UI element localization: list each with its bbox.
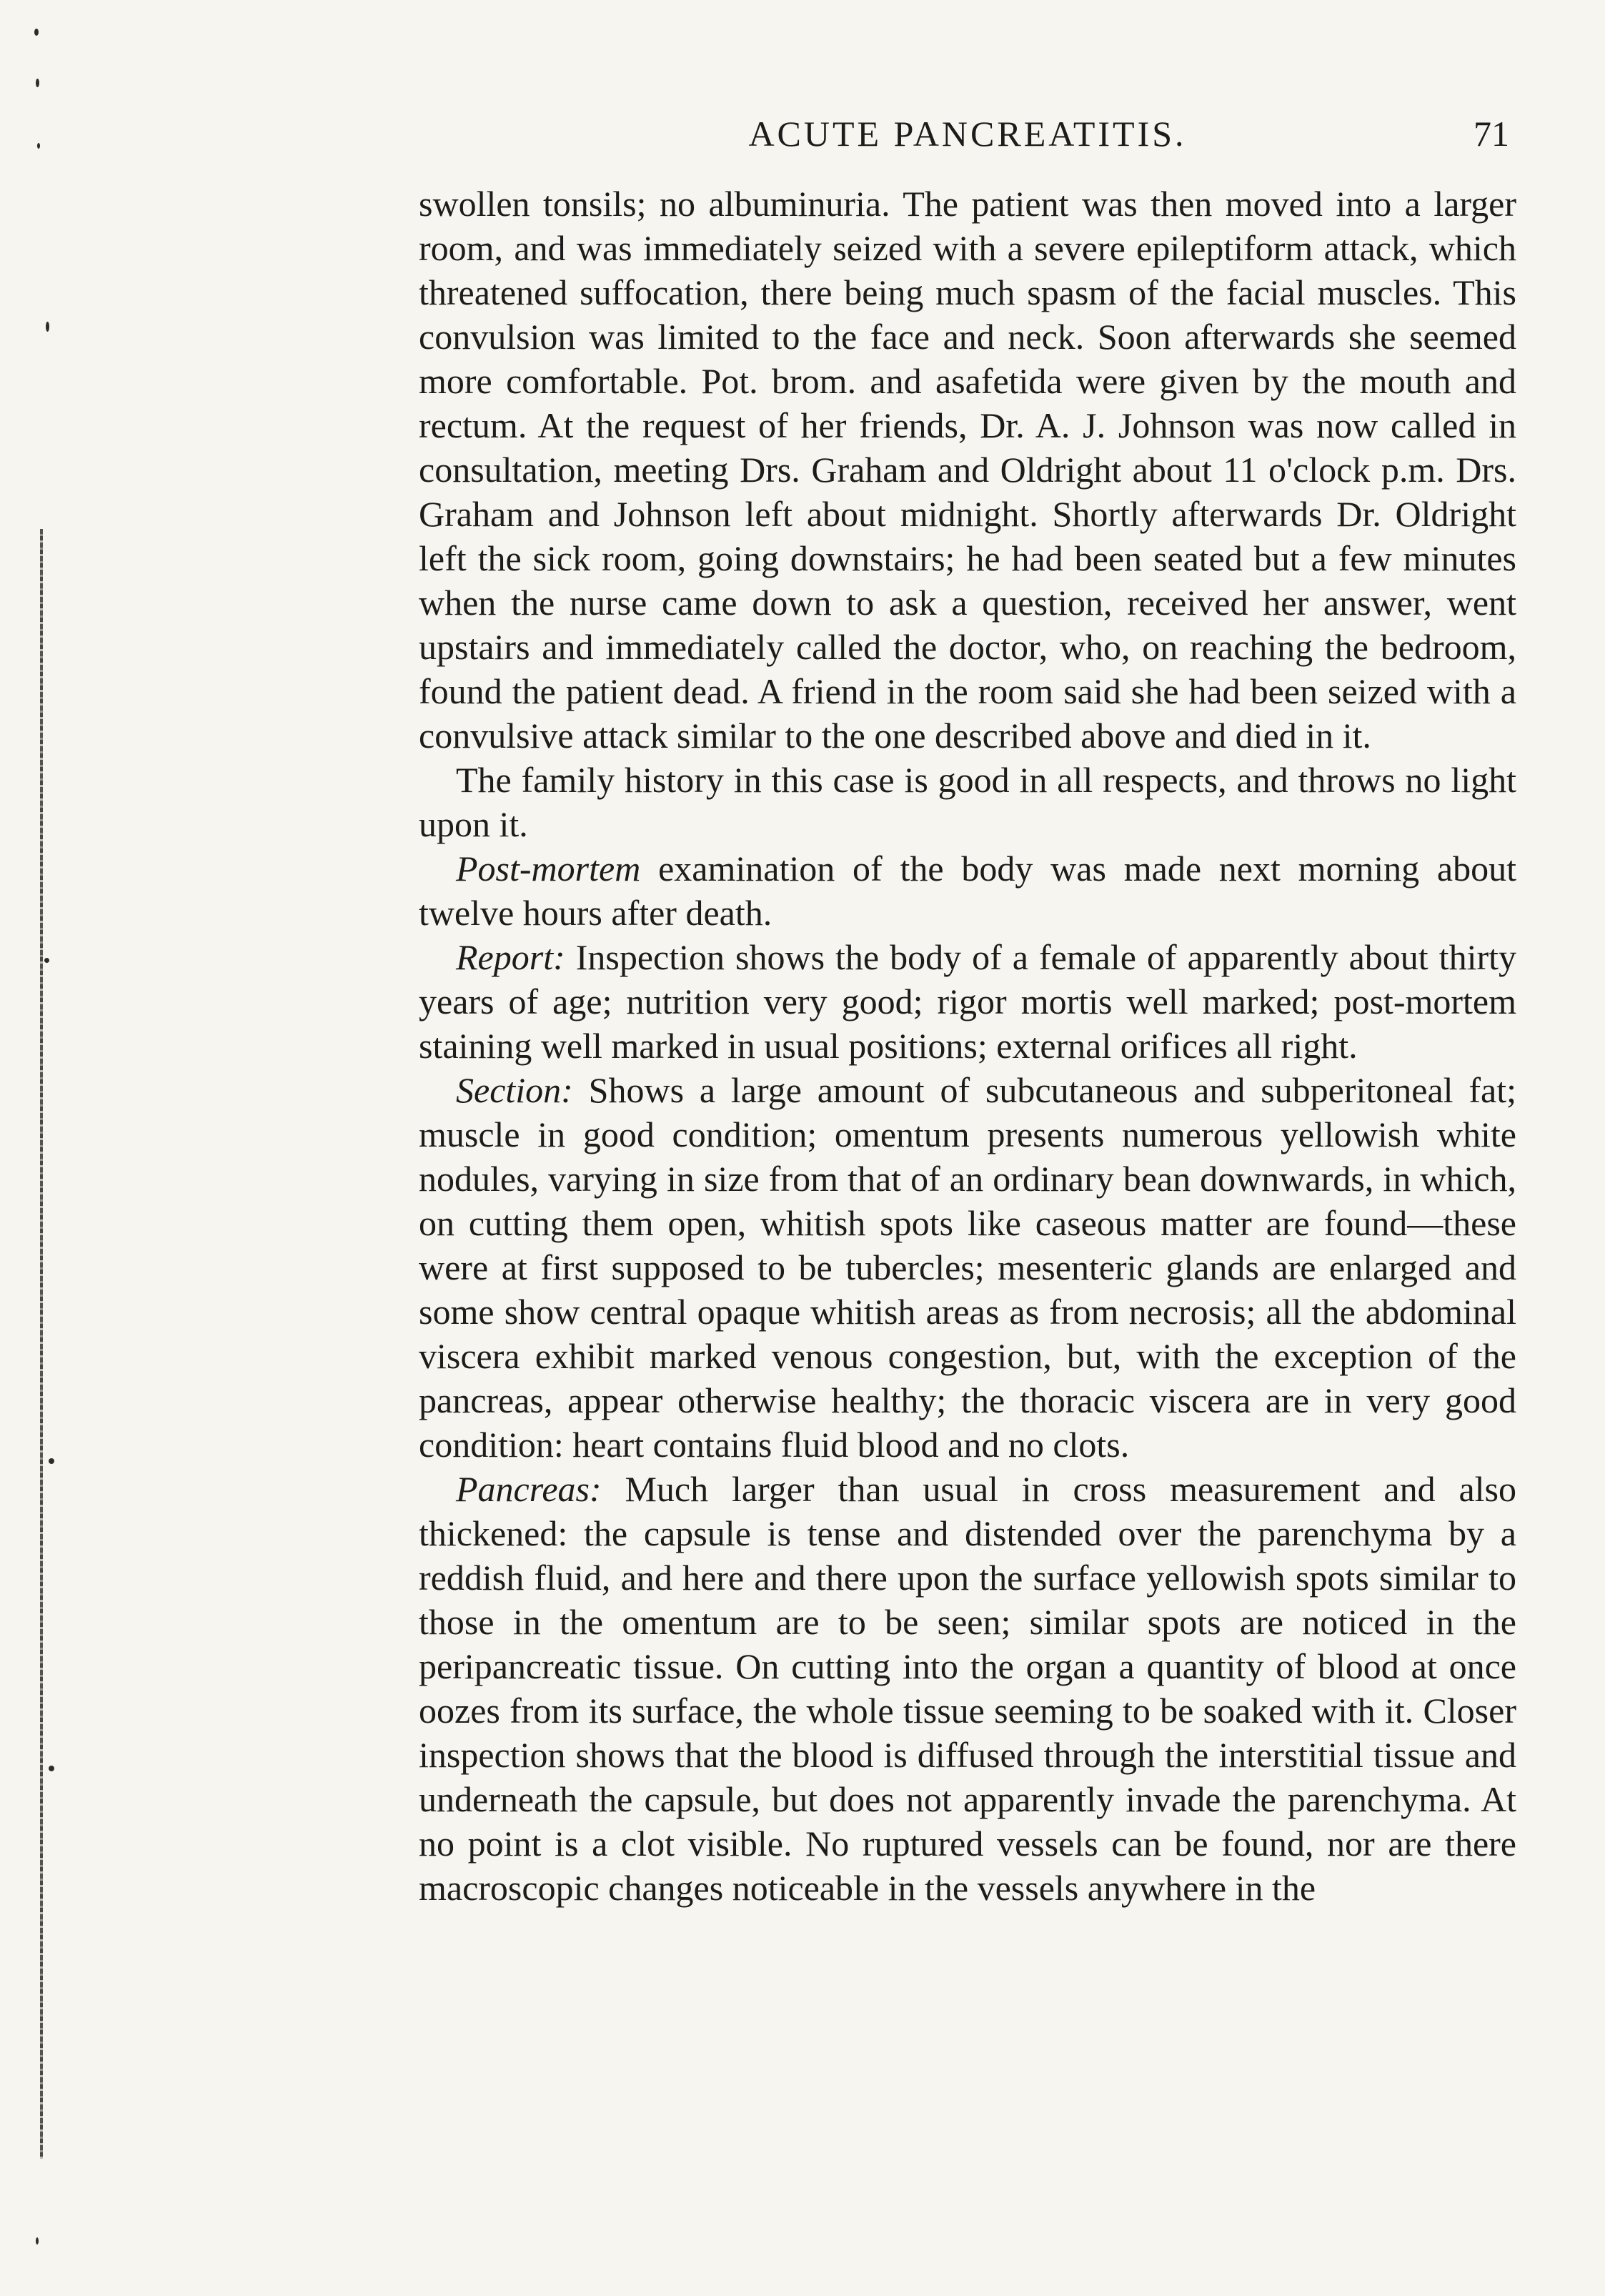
- page-number: 71: [1474, 114, 1509, 154]
- binding-shadow: [40, 529, 43, 2159]
- paragraph-case-continued: [419, 182, 1516, 758]
- paragraph-pancreas: [419, 1467, 1516, 1910]
- body-text: [419, 182, 1516, 1910]
- paragraph-text: swollen tonsils; no albuminuria. The patient was then moved into a larger room, and was immediately seized with a severe epileptiform attack, which threatened suffocation, there being much spasm of the facial muscles. This convulsion was limited to the face and neck. Soon afterwards she seemed more comfortable. Pot. brom. and asafetida were given by the mouth and rectum. At the request of her friends, Dr. A. J. Johnson was now called in consultation, meeting Drs. Graham and Oldright about 11 o'clock p.m. Drs. Graham and Johnson left about midnight. Shortly afterwards Dr. Oldright left the sick room, going downstairs; he had been seated but a few minutes when the nurse came down to ask a question, received her answer, went upstairs and immediately called the doctor, who, on reaching the bedroom, found the patient dead. A friend in the room said she had been seized with a convulsive attack similar to the one described above and died in it.: [419, 184, 1516, 756]
- gutter-mark: [49, 1766, 54, 1771]
- binding-edge: [30, 0, 51, 2296]
- running-head: ACUTE PANCREATITIS.: [748, 114, 1187, 154]
- paragraph-lead: Report:: [456, 937, 565, 977]
- gutter-mark: [36, 2237, 39, 2245]
- gutter-mark: [44, 958, 49, 963]
- paragraph-report: [419, 935, 1516, 1068]
- paragraph-lead: Post-mortem: [456, 848, 641, 889]
- gutter-mark: [37, 143, 40, 149]
- paragraph-text: Inspection shows the body of a female of apparently about thirty years of age; nutrition very good; rigor mortis well marked; post-mortem staining well marked in usual positions; external orifices all right.: [419, 937, 1516, 1066]
- paragraph-text: examination of the body was made next morning about twelve hours after death.: [419, 848, 1516, 933]
- gutter-mark: [46, 322, 49, 332]
- paragraph-lead: Section:: [456, 1070, 573, 1110]
- gutter-mark: [36, 79, 39, 87]
- paragraph-post-mortem: [419, 846, 1516, 935]
- paragraph-text: Much larger than usual in cross measurement and also thickened: the capsule is tense and distended over the parenchyma by a reddish fluid, and here and there upon the surface yellowish spots similar to those in the omentum are to be seen; similar spots are noticed in the peripancreatic tissue. On cutting into the organ a quantity of blood at once oozes from its surface, the whole tissue seeming to be soaked with it. Closer inspection shows that the blood is diffused through the interstitial tissue and underneath the capsule, but does not apparently invade the parenchyma. At no point is a clot visible. No ruptured vessels can be found, nor are there macroscopic changes noticeable in the vessels anywhere in the: [419, 1469, 1516, 1908]
- paragraph-lead: Pancreas:: [456, 1469, 602, 1509]
- page-header: [419, 107, 1516, 164]
- paragraph-text: Shows a large amount of subcutaneous and subperitoneal fat; muscle in good condition; omentum presents numerous yellowish white nodules, varying in size from that of an ordinary bean downwards, in which, on cutting them open, whitish spots like caseous matter are found—these were at first supposed to be tubercles; mesenteric glands are enlarged and some show central opaque whitish areas as from necrosis; all the abdominal viscera exhibit marked venous congestion, but, with the exception of the pancreas, appear otherwise healthy; the thoracic viscera are in very good condition: heart contains fluid blood and no clots.: [419, 1070, 1516, 1465]
- gutter-mark: [49, 1458, 54, 1464]
- paragraph-family-history: [419, 758, 1516, 846]
- paragraph-text: The family history in this case is good in all respects, and throws no light upon it.: [419, 760, 1516, 844]
- book-page: [419, 107, 1516, 1910]
- paragraph-section: [419, 1068, 1516, 1467]
- gutter-mark: [34, 29, 39, 36]
